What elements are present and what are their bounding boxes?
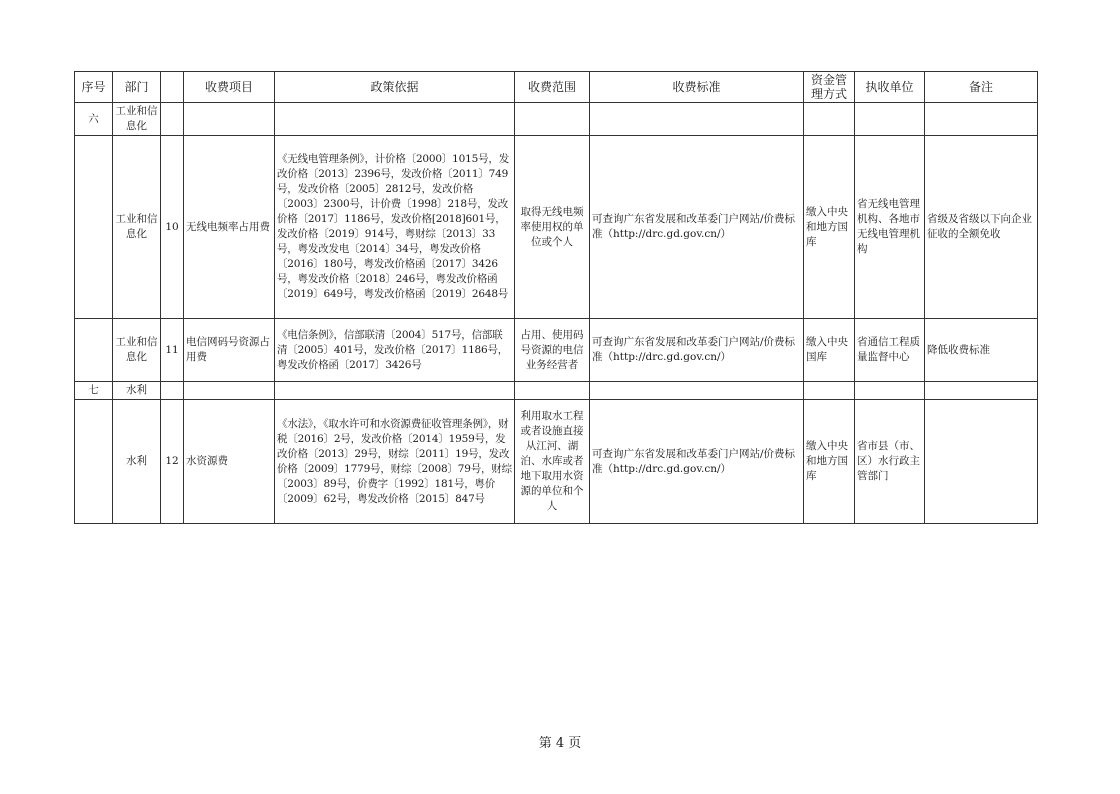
row-executor: 省无线电管理机构、各地市无线电管理机构 <box>855 136 925 319</box>
header-no <box>161 72 184 103</box>
row-executor: 省通信工程质量监督中心 <box>855 319 925 382</box>
header-scope: 收费范围 <box>515 72 590 103</box>
row-remark: 省级及省级以下向企业征收的全额免收 <box>925 136 1038 319</box>
row-item: 水资源费 <box>184 400 275 524</box>
table-row <box>75 319 1038 382</box>
header-standard: 收费标准 <box>590 72 804 103</box>
section-name: 水利 <box>113 382 161 400</box>
header-fund-mgmt: 资金管理方式 <box>804 72 855 103</box>
row-fund-mgmt: 缴入中央和地方国库 <box>804 400 855 524</box>
row-policy: 《无线电管理条例》，计价格〔2000〕1015号，发改价格〔2013〕2396号，发改价格〔2011〕749号，发改价格〔2005〕2812号，发改价格〔2003〕2300号，计价费〔1998〕218号，发改价格〔2017〕1186号，发改价格[2018]601号，发改价格〔2019〕914号，粤财综〔2013〕33号，粤发改发电〔2014〕34号，粤发改价格〔2016〕180号，粤发改价格函〔2017〕3426号，粤发改价格〔2018〕246号，粤发改价格函〔2019〕649号，粤发改价格函〔2019〕2648号 <box>275 136 515 319</box>
row-policy: 《电信条例》，信部联清〔2004〕517号，信部联清〔2005〕401号，发改价格〔2017〕1186号，粤发改价格函〔2017〕3426号 <box>275 319 515 382</box>
row-no: 10 <box>161 136 184 319</box>
row-executor: 省市县（市、区）水行政主管部门 <box>855 400 925 524</box>
row-scope: 占用、使用码号资源的电信业务经营者 <box>515 319 590 382</box>
header-seq: 序号 <box>75 72 113 103</box>
row-standard: 可查询广东省发展和改革委门户网站/价费标准（http://drc.gd.gov.cn/） <box>590 400 804 524</box>
row-scope: 利用取水工程或者设施直接从江河、湖泊、水库或者地下取用水资源的单位和个人 <box>515 400 590 524</box>
table-row <box>75 136 1038 319</box>
row-item: 无线电频率占用费 <box>184 136 275 319</box>
header-executor: 执收单位 <box>855 72 925 103</box>
row-scope: 取得无线电频率使用权的单位或个人 <box>515 136 590 319</box>
section-seq: 七 <box>75 382 113 400</box>
row-item: 电信网码号资源占用费 <box>184 319 275 382</box>
header-row <box>75 72 1038 103</box>
table-row <box>75 400 1038 524</box>
row-standard: 可查询广东省发展和改革委门户网站/价费标准（http://drc.gd.gov.cn/） <box>590 319 804 382</box>
section-seq: 六 <box>75 103 113 136</box>
row-fund-mgmt: 缴入中央和地方国库 <box>804 136 855 319</box>
row-no: 12 <box>161 400 184 524</box>
row-dept: 工业和信息化 <box>113 136 161 319</box>
header-item: 收费项目 <box>184 72 275 103</box>
row-dept: 工业和信息化 <box>113 319 161 382</box>
row-policy: 《水法》，《取水许可和水资源费征收管理条例》，财税〔2016〕2号，发改价格〔2014〕1959号，发改价格〔2013〕29号，财综〔2011〕19号，发改价格〔2009〕1779号，财综〔2008〕79号，财综〔2003〕89号，价费字〔1992〕181号，粤价〔2009〕62号，粤发改价格〔2015〕847号 <box>275 400 515 524</box>
row-standard: 可查询广东省发展和改革委门户网站/价费标准（http://drc.gd.gov.cn/） <box>590 136 804 319</box>
header-policy: 政策依据 <box>275 72 515 103</box>
header-remark: 备注 <box>925 72 1038 103</box>
row-dept: 水利 <box>113 400 161 524</box>
section-row <box>75 382 1038 400</box>
row-no: 11 <box>161 319 184 382</box>
page-number: 第 4 页 <box>538 736 582 751</box>
section-name: 工业和信息化 <box>113 103 161 136</box>
row-remark <box>925 400 1038 524</box>
row-remark: 降低收费标准 <box>925 319 1038 382</box>
section-row <box>75 103 1038 136</box>
row-fund-mgmt: 缴入中央国库 <box>804 319 855 382</box>
fee-table <box>74 71 1038 524</box>
header-dept: 部门 <box>113 72 161 103</box>
